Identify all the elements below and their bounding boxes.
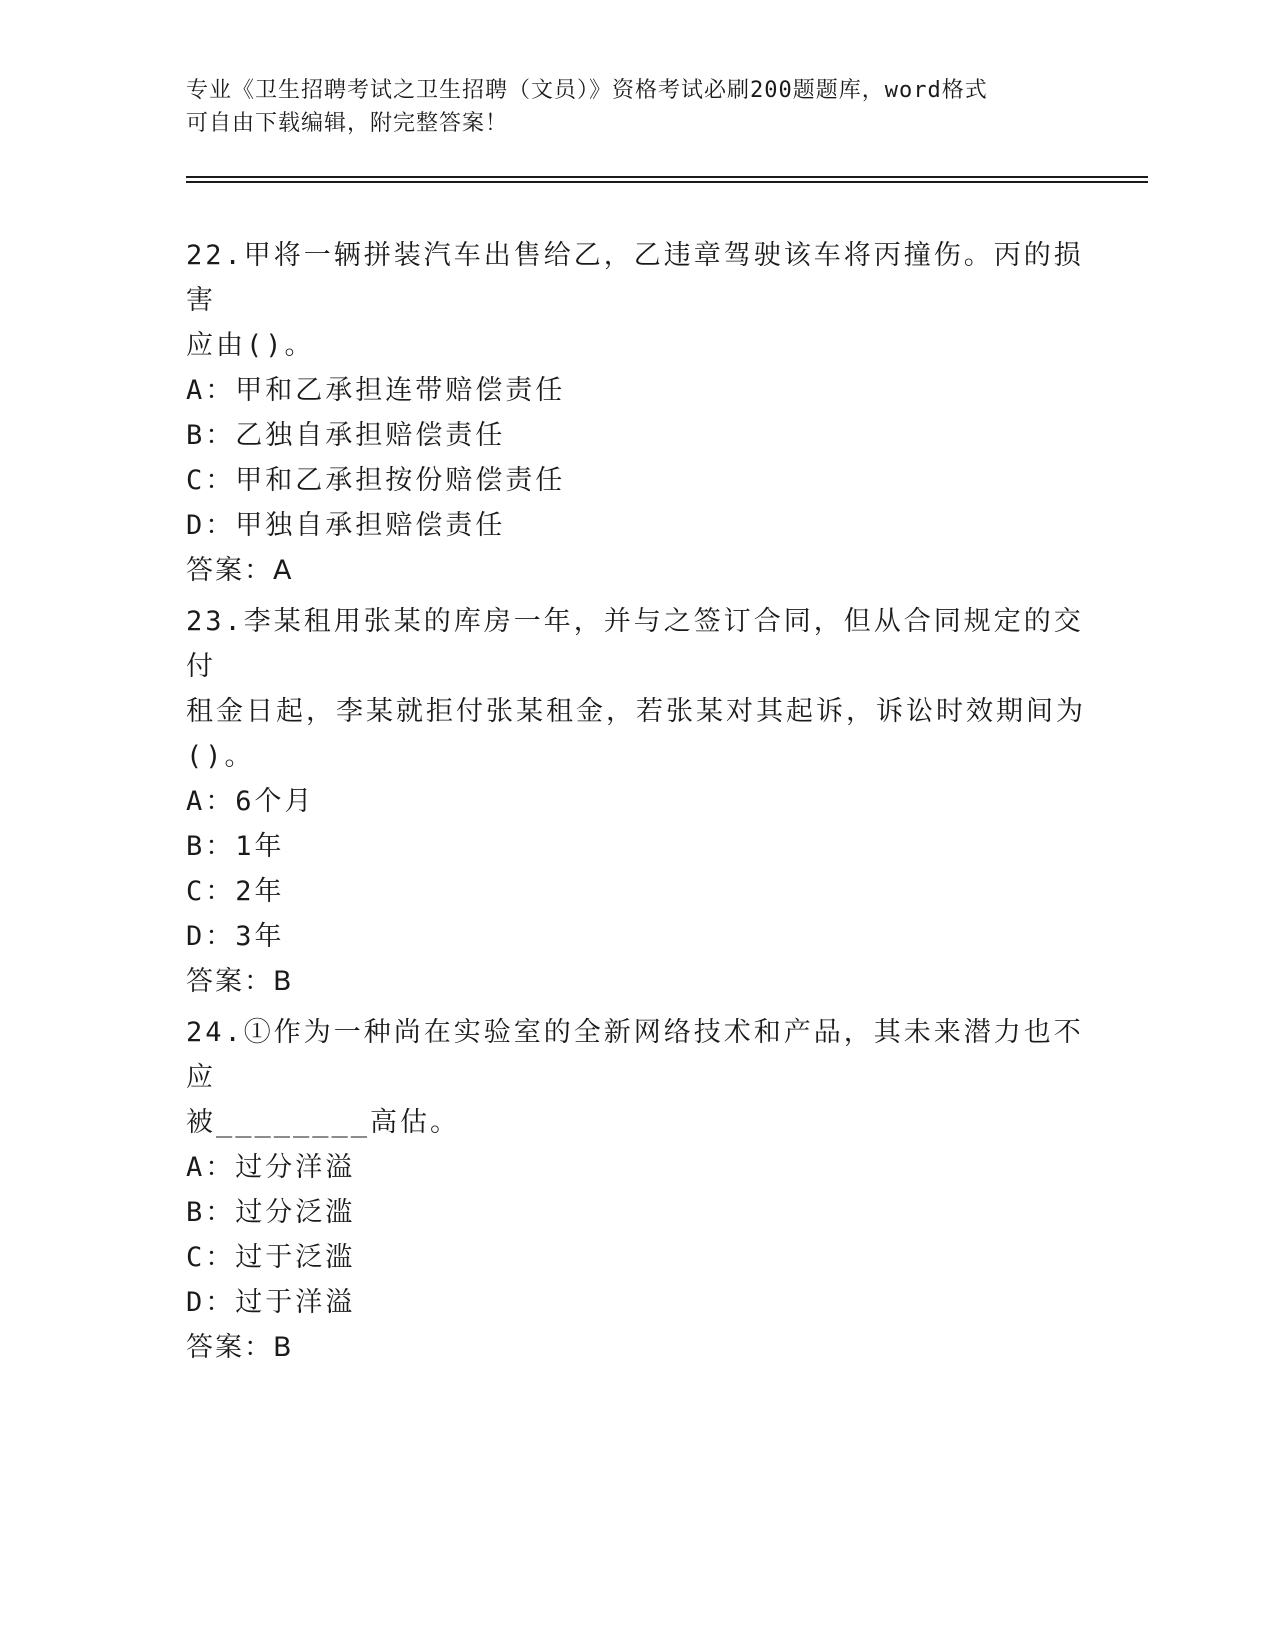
answer: 答案：A bbox=[186, 555, 294, 586]
option-c: C：甲和乙承担按份赔偿责任 bbox=[186, 465, 566, 496]
option-b: B：1年 bbox=[186, 831, 285, 862]
option-d: D：过于洋溢 bbox=[186, 1287, 356, 1318]
option-a: A：甲和乙承担连带赔偿责任 bbox=[186, 375, 566, 406]
question-stem-line: 22.甲将一辆拼装汽车出售给乙，乙违章驾驶该车将丙撞伤。丙的损害 bbox=[186, 240, 1084, 316]
question-stem-line: 租金日起，李某就拒付张某租金，若张某对其起诉，诉讼时效期间为 bbox=[186, 696, 1086, 727]
question-stem-line: 应由()。 bbox=[186, 330, 315, 361]
option-d: D：甲独自承担赔偿责任 bbox=[186, 510, 506, 541]
option-a: A：6个月 bbox=[186, 786, 315, 817]
option-c: C：2年 bbox=[186, 876, 285, 907]
question-23 bbox=[186, 599, 1086, 1004]
question-stem-line: ()。 bbox=[186, 741, 255, 772]
question-24 bbox=[186, 1010, 1086, 1370]
question-stem-line: 23.李某租用张某的库房一年，并与之签订合同，但从合同规定的交付 bbox=[186, 606, 1084, 682]
document-header bbox=[186, 74, 1086, 140]
option-c: C：过于泛滥 bbox=[186, 1242, 356, 1273]
option-a: A：过分洋溢 bbox=[186, 1152, 356, 1183]
answer: 答案：B bbox=[186, 966, 294, 997]
header-divider-top bbox=[186, 176, 1148, 178]
question-stem-line: 被________高估。 bbox=[186, 1107, 461, 1138]
header-line-2: 可自由下载编辑，附完整答案！ bbox=[186, 111, 509, 136]
question-22 bbox=[186, 233, 1086, 593]
option-d: D：3年 bbox=[186, 921, 285, 952]
question-stem-line: 24.①作为一种尚在实验室的全新网络技术和产品，其未来潜力也不应 bbox=[186, 1017, 1084, 1093]
answer: 答案：B bbox=[186, 1332, 294, 1363]
header-divider-bottom bbox=[186, 181, 1148, 183]
option-b: B：过分泛滥 bbox=[186, 1197, 356, 1228]
header-line-1: 专业《卫生招聘考试之卫生招聘（文员）》资格考试必刷200题题库，word格式 bbox=[186, 78, 988, 103]
option-b: B：乙独自承担赔偿责任 bbox=[186, 420, 506, 451]
